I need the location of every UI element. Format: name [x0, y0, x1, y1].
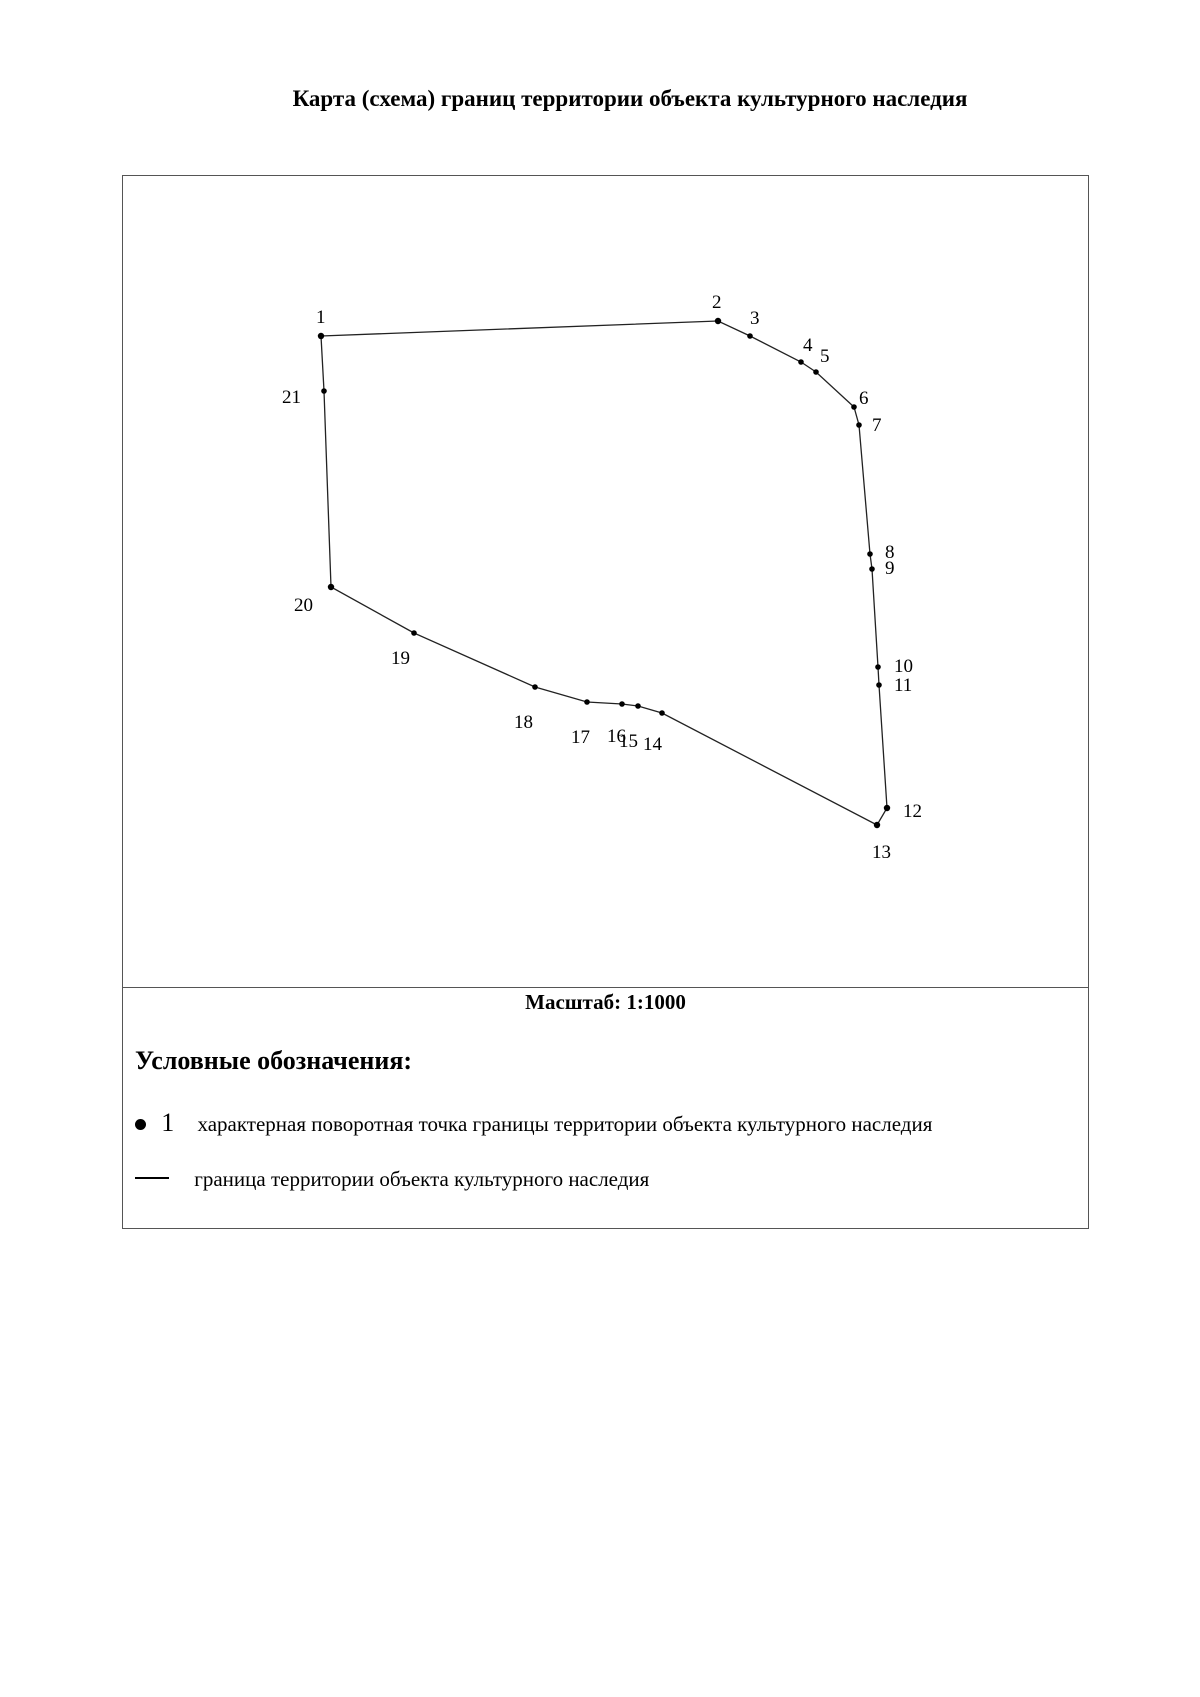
turning-point-7	[856, 422, 862, 428]
turning-point-13	[874, 822, 880, 828]
turning-point-10	[875, 664, 881, 670]
point-label-2: 2	[712, 292, 722, 313]
point-label-21: 21	[282, 387, 301, 408]
point-label-5: 5	[820, 346, 830, 367]
turning-point-15	[635, 703, 641, 709]
point-label-17: 17	[571, 727, 590, 748]
point-label-20: 20	[294, 595, 313, 616]
territory-boundary-line	[321, 321, 887, 825]
boundary-line-symbol-icon	[135, 1177, 169, 1179]
legend-point-number: 1	[161, 1108, 175, 1137]
point-label-1: 1	[316, 307, 326, 328]
map-area	[123, 176, 1088, 988]
point-label-16: 16	[607, 726, 626, 747]
turning-point-3	[747, 333, 753, 339]
point-labels-layer	[282, 292, 922, 863]
turning-point-16	[619, 701, 625, 707]
map-scale: Масштаб: 1:1000	[525, 990, 686, 1014]
turning-point-21	[321, 388, 327, 394]
turning-point-11	[876, 682, 882, 688]
turning-point-14	[659, 710, 665, 716]
point-label-8: 8	[885, 542, 895, 563]
legend-point-description: характерная поворотная точка границы территории объекта культурного наследия	[197, 1112, 933, 1136]
point-label-7: 7	[872, 415, 882, 436]
map-frame	[122, 175, 1089, 1229]
point-label-13: 13	[872, 842, 891, 863]
turning-points-layer	[318, 318, 890, 828]
legend-heading: Условные обозначения:	[135, 1046, 413, 1075]
turning-point-20	[328, 584, 334, 590]
turning-point-17	[584, 699, 590, 705]
point-label-10: 10	[894, 656, 913, 677]
point-label-12: 12	[903, 801, 922, 822]
turning-point-8	[867, 551, 873, 557]
boundary-map	[123, 176, 1088, 987]
legend-line-description: граница территории объекта культурного наследия	[194, 1167, 650, 1191]
point-label-15: 15	[619, 731, 638, 752]
turning-point-4	[798, 359, 804, 365]
point-label-11: 11	[894, 675, 913, 696]
turning-point-2	[715, 318, 721, 324]
turning-point-1	[318, 333, 324, 339]
legend-point-entry	[135, 1109, 932, 1138]
turning-point-9	[869, 566, 875, 572]
turning-point-19	[411, 630, 417, 636]
legend-line-entry	[135, 1165, 649, 1193]
page-title: Карта (схема) границ территории объекта культурного наследия	[292, 86, 968, 111]
point-label-14: 14	[643, 734, 662, 755]
point-label-6: 6	[859, 388, 869, 409]
point-label-18: 18	[514, 712, 533, 733]
turning-point-5	[813, 369, 819, 375]
point-label-3: 3	[750, 308, 760, 329]
turning-point-symbol-icon	[135, 1119, 146, 1130]
turning-point-18	[532, 684, 538, 690]
point-label-9: 9	[885, 558, 895, 579]
point-label-19: 19	[391, 648, 410, 669]
point-label-4: 4	[803, 335, 813, 356]
turning-point-12	[884, 805, 890, 811]
turning-point-6	[851, 404, 857, 410]
